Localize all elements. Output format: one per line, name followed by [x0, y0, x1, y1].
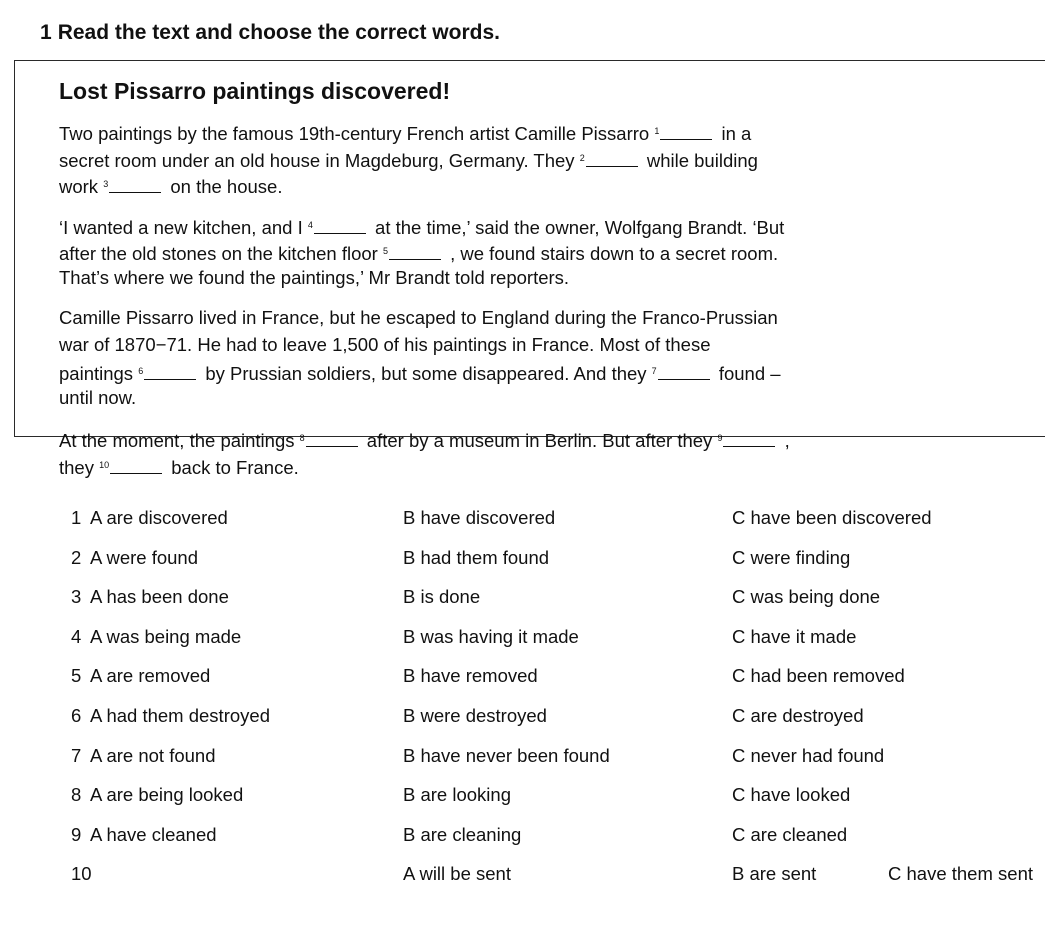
option-a: A are discovered — [90, 507, 228, 528]
article-title: Lost Pissarro paintings discovered! — [59, 78, 451, 104]
option-number: 7 — [71, 744, 82, 766]
exercise-instruction: Read the text and choose the correct words. — [57, 21, 500, 44]
article-text: they — [59, 456, 100, 478]
option-row — [0, 507, 1045, 547]
article-line — [59, 385, 839, 412]
article-line — [59, 358, 839, 385]
article-line — [59, 171, 839, 198]
gap-number: 10 — [99, 459, 110, 470]
article-text: on the house. — [165, 176, 283, 197]
option-b: B was having it made — [403, 625, 579, 647]
article-paragraph — [59, 425, 839, 478]
option-b: B have removed — [403, 665, 538, 687]
gap-blank — [109, 177, 161, 193]
article-line — [59, 238, 839, 265]
exercise-number: 1 — [40, 21, 52, 44]
article-line — [59, 452, 839, 479]
option-row — [0, 863, 1045, 903]
gap-number: 2 — [579, 152, 585, 163]
article-text: Camille Pissarro lived in France, but he escaped to England during the Franco-Prussian — [59, 307, 778, 328]
article-line — [59, 425, 839, 452]
article-line — [59, 305, 839, 332]
option-number: 8 — [71, 784, 82, 806]
option-number: 3 — [71, 586, 82, 608]
option-number: 4 — [71, 625, 82, 647]
gap-number: 7 — [651, 366, 657, 376]
option-a: A have cleaned — [90, 823, 217, 845]
option-row — [0, 626, 1045, 666]
gap-number: 1 — [654, 126, 660, 136]
option-a: A are being looked — [90, 784, 244, 806]
gap-number: 8 — [299, 433, 305, 443]
option-number: 5 — [71, 665, 82, 687]
exercise-heading — [40, 21, 500, 45]
answer-options — [0, 507, 1045, 903]
option-row — [0, 705, 1045, 745]
article-text: secret room under an old house in Magdeburg, Germany. They — [59, 149, 580, 171]
article-text: after the old stones on the kitchen floor — [59, 243, 383, 264]
option-row — [0, 784, 1045, 824]
option-c: C have looked — [732, 784, 851, 806]
option-c: B are sent — [732, 863, 817, 885]
article-text: in a — [716, 123, 752, 144]
option-b: B have never been found — [403, 744, 610, 766]
option-c: C was being done — [732, 586, 881, 608]
article-paragraph — [59, 212, 839, 292]
option-row — [0, 824, 1045, 864]
option-a: A had them destroyed — [90, 704, 270, 726]
article-line — [59, 145, 839, 172]
option-c-extra: C have them sent — [888, 863, 1033, 885]
gap-blank — [586, 151, 638, 167]
gap-number: 3 — [103, 179, 109, 189]
gap-number: 5 — [382, 246, 388, 256]
option-c: C were finding — [732, 546, 851, 568]
article-text: found – — [713, 363, 781, 384]
article-text: at the time,’ said the owner, Wolfgang Brandt. ‘But — [369, 216, 785, 238]
article-line — [59, 332, 839, 359]
article-text: , we found stairs down to a secret room. — [444, 243, 779, 264]
option-c: C never had found — [732, 744, 885, 766]
article-text: , — [779, 430, 790, 451]
gap-blank — [658, 364, 710, 380]
option-number: 10 — [71, 863, 92, 885]
option-b: B are looking — [403, 784, 511, 806]
option-b: B are cleaning — [403, 823, 522, 845]
gap-blank — [723, 431, 775, 447]
article-text: until now. — [59, 386, 137, 408]
article-paragraph — [59, 118, 839, 198]
article-text: by Prussian soldiers, but some disappeared. And they — [200, 363, 652, 384]
option-c: C are cleaned — [732, 823, 848, 845]
option-row — [0, 745, 1045, 785]
article-line — [59, 118, 839, 145]
option-c: C have been discovered — [732, 507, 932, 528]
gap-blank — [660, 124, 712, 140]
gap-blank — [389, 244, 441, 260]
option-row — [0, 547, 1045, 587]
option-a: A was being made — [90, 625, 242, 647]
option-b: A will be sent — [403, 863, 511, 885]
gap-blank — [144, 364, 196, 380]
option-c: C have it made — [732, 625, 857, 647]
article-line — [59, 265, 839, 292]
option-b: B were destroyed — [403, 704, 547, 726]
option-c: C had been removed — [732, 665, 905, 687]
article — [59, 78, 839, 492]
article-text: work — [59, 176, 104, 197]
option-a: A are not found — [90, 744, 216, 766]
option-a: A were found — [90, 546, 198, 568]
option-number: 1 — [71, 507, 82, 528]
gap-number: 9 — [717, 433, 723, 443]
option-number: 2 — [71, 546, 82, 568]
article-line — [59, 212, 839, 239]
option-b: B have discovered — [403, 507, 556, 528]
option-a: A has been done — [90, 586, 229, 608]
gap-number: 6 — [138, 366, 144, 376]
option-row — [0, 665, 1045, 705]
option-a: A are removed — [90, 665, 211, 687]
option-number: 6 — [71, 704, 82, 726]
gap-blank — [306, 431, 358, 447]
article-text: war of 1870−71. He had to leave 1,500 of his paintings in France. Most of these — [59, 333, 711, 355]
article-text: back to France. — [166, 456, 299, 478]
gap-blank — [110, 458, 162, 474]
option-c: C are destroyed — [732, 704, 864, 726]
article-text: ‘I wanted a new kitchen, and I — [59, 216, 308, 238]
article-body — [59, 118, 839, 478]
article-text: At the moment, the paintings — [59, 430, 300, 451]
article-text: Two paintings by the famous 19th-century French artist Camille Pissarro — [59, 123, 655, 144]
option-number: 9 — [71, 823, 82, 845]
gap-blank — [314, 218, 366, 234]
article-paragraph — [59, 305, 839, 411]
option-b: B had them found — [403, 546, 550, 568]
option-b: B is done — [403, 586, 481, 608]
article-text: after by a museum in Berlin. But after they — [361, 430, 718, 451]
article-text: paintings — [59, 363, 139, 384]
gap-number: 4 — [307, 219, 313, 230]
article-text: That’s where we found the paintings,’ Mr Brandt told reporters. — [59, 266, 570, 288]
article-text: while building — [641, 149, 758, 171]
option-row — [0, 586, 1045, 626]
